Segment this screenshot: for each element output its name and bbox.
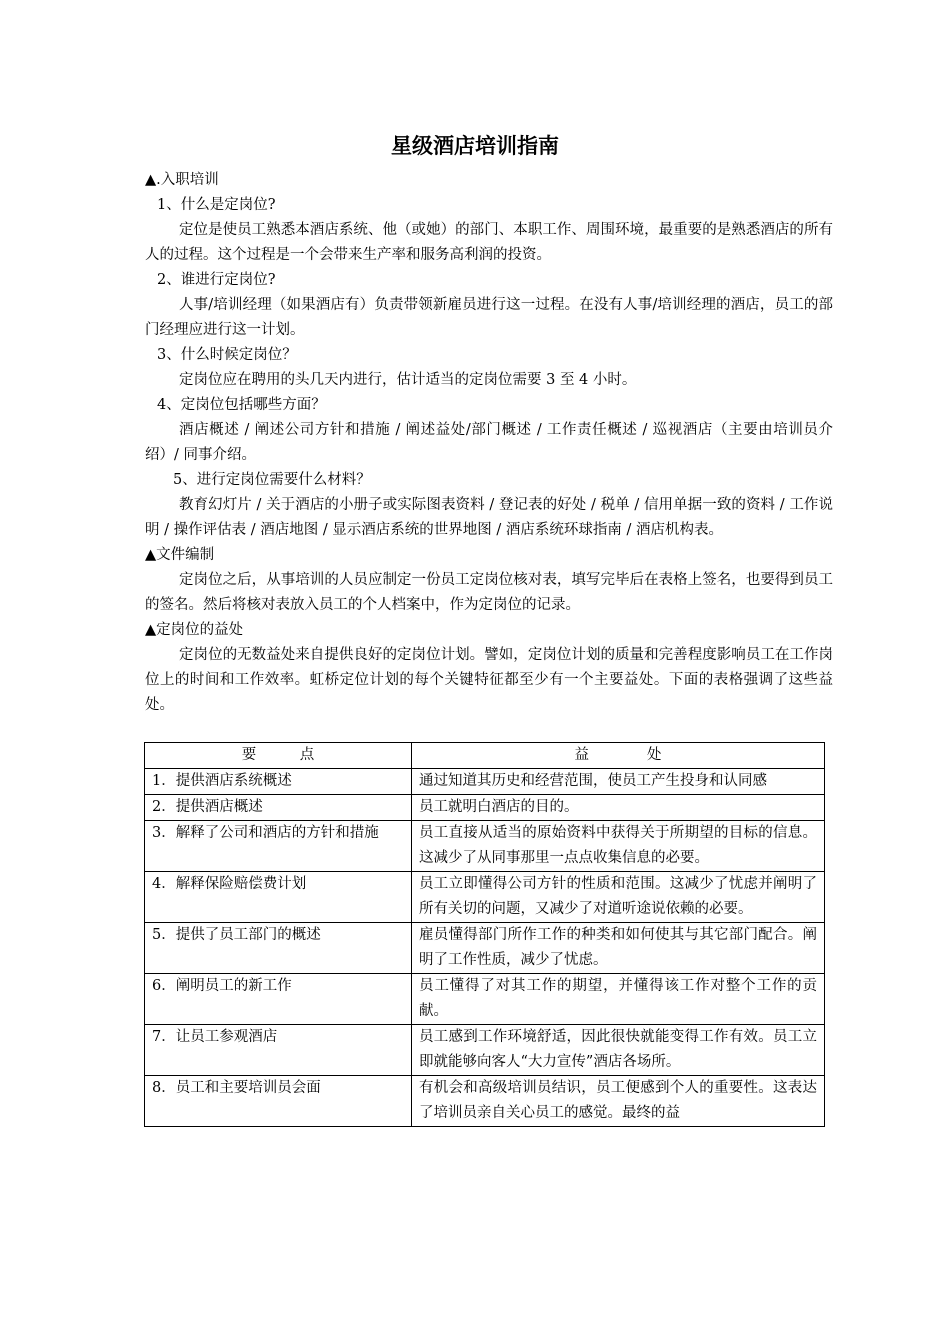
page-title: 星级酒店培训指南 [391, 134, 559, 158]
benefit-cell: 通过知道其历史和经营范围，使员工产生投身和认同感 [412, 769, 825, 795]
point-cell: 1．提供酒店系统概述 [145, 769, 412, 795]
question-5: 5、进行定岗位需要什么材料？ [173, 472, 371, 488]
benefits-table [144, 742, 825, 1127]
benefit-cell: 员工立即懂得公司方针的性质和范围。这减少了忧虑并阐明了所有关切的问题，又减少了对道听途说依赖的必要。 [412, 872, 825, 923]
table-row [145, 795, 825, 821]
answer-4: 酒店概述 / 阐述公司方针和措施 / 阐述益处/部门概述 / 工作责任概述 / 巡视酒店（主要由培训员介绍）/ 同事介绍。 [145, 422, 833, 463]
section-heading-onboarding: ▲.入职培训 [145, 172, 219, 188]
point-cell: 7．让员工参观酒店 [145, 1025, 412, 1076]
benefit-cell: 员工直接从适当的原始资料中获得关于所期望的目标的信息。这减少了从同事那里一点点收集信息的必要。 [412, 821, 825, 872]
section-heading-documentation: ▲文件编制 [145, 547, 215, 563]
point-cell: 4．解释保险赔偿费计划 [145, 872, 412, 923]
answer-3: 定岗位应在聘用的头几天内进行，估计适当的定岗位需要 3 至 4 小时。 [179, 372, 637, 388]
table-row [145, 769, 825, 795]
benefit-cell: 员工就明白酒店的目的。 [412, 795, 825, 821]
answer-1: 定位是使员工熟悉本酒店系统、他（或她）的部门、本职工作、周围环境，最重要的是熟悉酒店的所有人的过程。这个过程是一个会带来生产率和服务高利润的投资。 [145, 222, 833, 263]
answer-5: 教育幻灯片 / 关于酒店的小册子或实际图表资料 / 登记表的好处 / 税单 / 信用单据一致的资料 / 工作说明 / 操作评估表 / 酒店地图 / 显示酒店系统的世界地图 / 酒店系统环球指南 / 酒店机构表。 [145, 497, 833, 538]
table-header-row [145, 743, 825, 769]
point-cell: 5．提供了员工部门的概述 [145, 923, 412, 974]
header-benefit: 益 处 [412, 743, 825, 769]
point-cell: 6．阐明员工的新工作 [145, 974, 412, 1025]
benefit-cell: 有机会和高级培训员结识，员工便感到个人的重要性。这表达了培训员亲自关心员工的感觉。最终的益 [412, 1076, 825, 1127]
document-body [145, 168, 833, 718]
table-row [145, 923, 825, 974]
header-point: 要 点 [145, 743, 412, 769]
table-row [145, 1025, 825, 1076]
table-row [145, 974, 825, 1025]
table-row [145, 872, 825, 923]
documentation-text: 定岗位之后，从事培训的人员应制定一份员工定岗位核对表，填写完毕后在表格上签名，也要得到员工的签名。然后将核对表放入员工的个人档案中，作为定岗位的记录。 [145, 572, 833, 613]
question-1: 1、什么是定岗位? [157, 197, 276, 213]
question-3: 3、什么时候定岗位？ [157, 347, 297, 363]
question-2: 2、谁进行定岗位? [157, 272, 276, 288]
benefit-cell: 雇员懂得部门所作工作的种类和如何使其与其它部门配合。阐明了工作性质，减少了忧虑。 [412, 923, 825, 974]
section-heading-benefits: ▲定岗位的益处 [145, 622, 244, 638]
question-4: 4、定岗位包括哪些方面？ [157, 397, 326, 413]
answer-2: 人事/培训经理（如果酒店有）负责带领新雇员进行这一过程。在没有人事/培训经理的酒店，员工的部门经理应进行这一计划。 [145, 297, 833, 338]
benefits-text: 定岗位的无数益处来自提供良好的定岗位计划。譬如，定岗位计划的质量和完善程度影响员工在工作岗位上的时间和工作效率。虹桥定位计划的每个关键特征都至少有一个主要益处。下面的表格强调了这些益处。 [145, 647, 833, 713]
table-row [145, 821, 825, 872]
benefit-cell: 员工感到工作环境舒适，因此很快就能变得工作有效。员工立即就能够向客人“大力宣传”酒店各场所。 [412, 1025, 825, 1076]
point-cell: 2．提供酒店概述 [145, 795, 412, 821]
table-row [145, 1076, 825, 1127]
benefit-cell: 员工懂得了对其工作的期望，并懂得该工作对整个工作的贡献。 [412, 974, 825, 1025]
point-cell: 8．员工和主要培训员会面 [145, 1076, 412, 1127]
point-cell: 3．解释了公司和酒店的方针和措施 [145, 821, 412, 872]
